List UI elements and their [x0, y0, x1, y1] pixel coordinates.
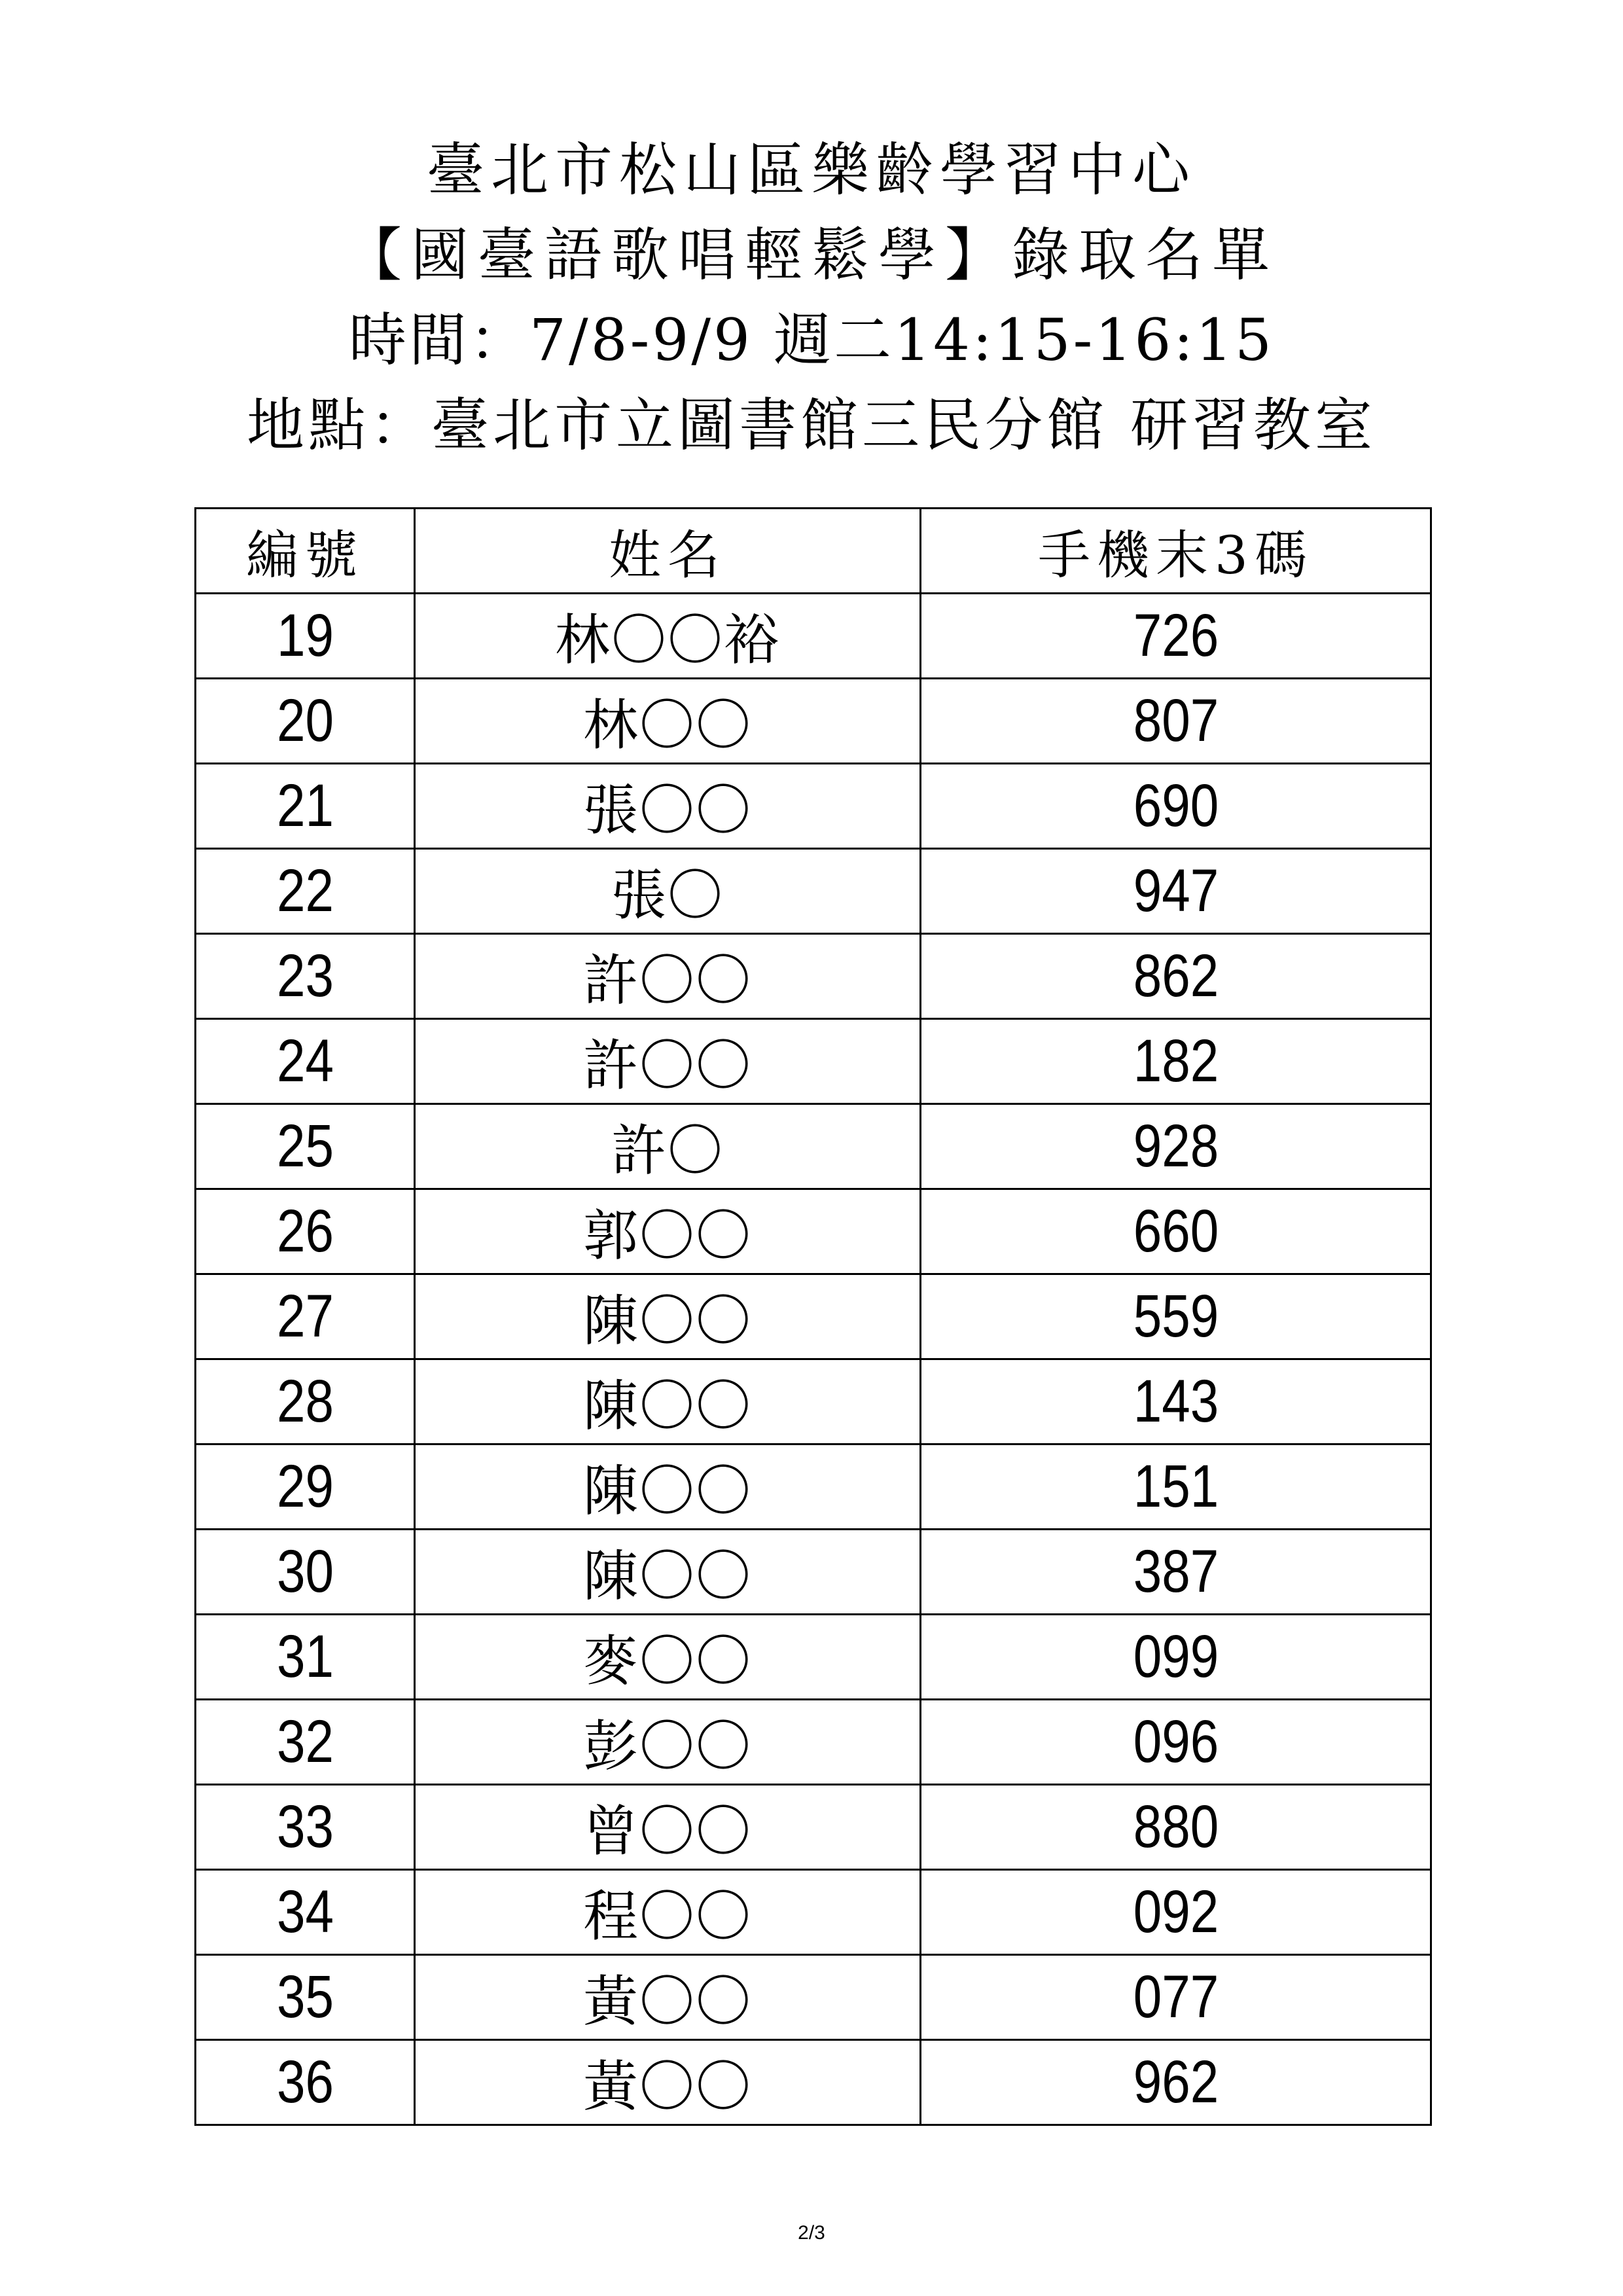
table-row: [196, 594, 1431, 679]
table-row: [196, 1700, 1431, 1785]
cell-name: 曾〇〇: [415, 1785, 921, 1870]
cell-phone-last3: 077: [959, 1955, 1393, 2040]
table-row: [196, 1955, 1431, 2040]
table-row: [196, 1104, 1431, 1189]
cell-name: 郭〇〇: [415, 1189, 921, 1274]
cell-number: 33: [212, 1785, 399, 1870]
table-row: [196, 679, 1431, 764]
cell-name: 陳〇〇: [415, 1444, 921, 1530]
cell-name: 林〇〇裕: [415, 594, 921, 679]
cell-phone-last3: 880: [959, 1785, 1393, 1870]
cell-name: 彭〇〇: [415, 1700, 921, 1785]
cell-name: 黃〇〇: [415, 1955, 921, 2040]
cell-phone-last3: 096: [959, 1700, 1393, 1785]
cell-number: 28: [212, 1359, 399, 1444]
cell-phone-last3: 947: [959, 849, 1393, 934]
cell-number: 35: [212, 1955, 399, 2040]
cell-phone-last3: 151: [959, 1444, 1393, 1530]
cell-phone-last3: 726: [959, 594, 1393, 679]
location-line: 地點：臺北市立圖書館三民分館 研習教室: [247, 391, 1376, 459]
admission-table: [194, 507, 1432, 2126]
cell-phone-last3: 807: [959, 679, 1393, 764]
cell-number: 22: [212, 849, 399, 934]
table-row: [196, 1870, 1431, 1955]
table-header-row: [196, 509, 1431, 594]
table-row: [196, 2040, 1431, 2125]
cell-number: 26: [212, 1189, 399, 1274]
cell-number: 29: [212, 1444, 399, 1530]
cell-phone-last3: 387: [959, 1530, 1393, 1615]
schedule-line: 時間：7/8-9/9 週二14:15-16:15: [349, 306, 1274, 374]
cell-name: 許〇: [415, 1104, 921, 1189]
cell-name: 陳〇〇: [415, 1359, 921, 1444]
table-row: [196, 1785, 1431, 1870]
cell-name: 張〇: [415, 849, 921, 934]
document-header: [0, 128, 1623, 468]
cell-number: 30: [212, 1530, 399, 1615]
table-row: [196, 1019, 1431, 1104]
table-row: [196, 1615, 1431, 1700]
cell-number: 20: [212, 679, 399, 764]
table-row: [196, 1274, 1431, 1359]
cell-name: 黃〇〇: [415, 2040, 921, 2125]
cell-name: 陳〇〇: [415, 1530, 921, 1615]
cell-number: 27: [212, 1274, 399, 1359]
cell-phone-last3: 182: [959, 1019, 1393, 1104]
table-row: [196, 1530, 1431, 1615]
table-row: [196, 1359, 1431, 1444]
table-row: [196, 764, 1431, 849]
column-header-phone: 手機末3碼: [921, 509, 1431, 594]
cell-phone-last3: 690: [959, 764, 1393, 849]
cell-name: 許〇〇: [415, 934, 921, 1019]
cell-number: 34: [212, 1870, 399, 1955]
cell-phone-last3: 962: [959, 2040, 1393, 2125]
cell-phone-last3: 092: [959, 1870, 1393, 1955]
cell-number: 21: [212, 764, 399, 849]
table-row: [196, 1189, 1431, 1274]
organization-title: 臺北市松山區樂齡學習中心: [426, 136, 1196, 204]
cell-name: 林〇〇: [415, 679, 921, 764]
list-title: 【國臺語歌唱輕鬆學】錄取名單: [344, 221, 1279, 289]
column-header-name: 姓名: [415, 509, 921, 594]
cell-phone-last3: 099: [959, 1615, 1393, 1700]
cell-number: 36: [212, 2040, 399, 2125]
cell-number: 24: [212, 1019, 399, 1104]
table-row: [196, 934, 1431, 1019]
cell-number: 23: [212, 934, 399, 1019]
table-row: [196, 849, 1431, 934]
cell-number: 19: [212, 594, 399, 679]
cell-number: 31: [212, 1615, 399, 1700]
cell-phone-last3: 143: [959, 1359, 1393, 1444]
cell-name: 陳〇〇: [415, 1274, 921, 1359]
cell-number: 25: [212, 1104, 399, 1189]
table-body: [196, 594, 1431, 2125]
page-number: 2/3: [798, 2222, 825, 2244]
cell-name: 程〇〇: [415, 1870, 921, 1955]
cell-name: 張〇〇: [415, 764, 921, 849]
cell-phone-last3: 559: [959, 1274, 1393, 1359]
cell-phone-last3: 928: [959, 1104, 1393, 1189]
cell-phone-last3: 862: [959, 934, 1393, 1019]
cell-name: 麥〇〇: [415, 1615, 921, 1700]
cell-number: 32: [212, 1700, 399, 1785]
column-header-number: 編號: [196, 509, 415, 594]
cell-phone-last3: 660: [959, 1189, 1393, 1274]
table-row: [196, 1444, 1431, 1530]
cell-name: 許〇〇: [415, 1019, 921, 1104]
